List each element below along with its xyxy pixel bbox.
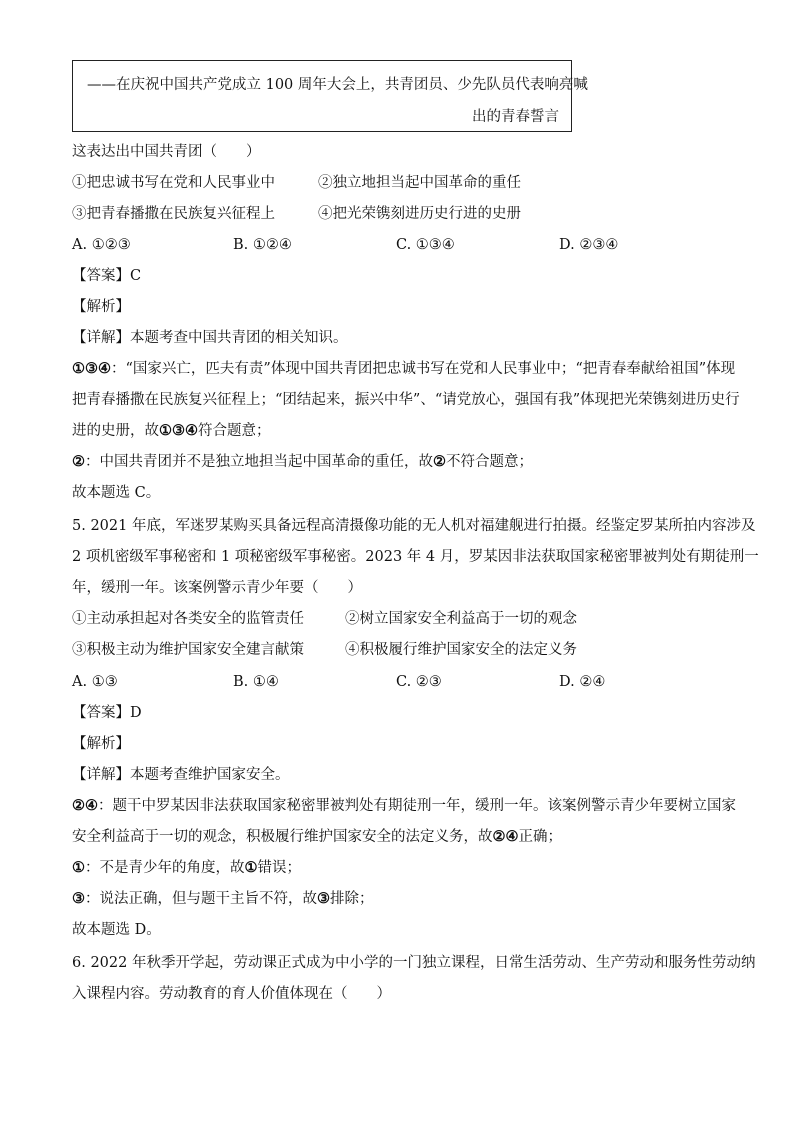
q4-stem: 这表达出中国共青团（ ） bbox=[72, 144, 261, 160]
q4-choice-a: A. ①②③ bbox=[72, 237, 131, 253]
q4-explanation-line-1 bbox=[72, 359, 735, 379]
q5-answer: 【答案】D bbox=[72, 705, 142, 721]
q4-option-2: ②独立地担当起中国革命的重任 bbox=[318, 175, 521, 191]
q5-choice-b: B. ①④ bbox=[233, 674, 279, 690]
q4-exp2-mark: ② bbox=[433, 453, 446, 470]
q5-option-4: ④积极履行维护国家安全的法定义务 bbox=[345, 642, 577, 658]
q4-exp2-lead: ② bbox=[72, 453, 85, 470]
quote-line-2: 出的青春誓言 bbox=[472, 109, 559, 125]
q5-exp2-post: 错误； bbox=[257, 860, 301, 876]
quote-line-1: ——在庆祝中国共产党成立 100 周年大会上，共青团员、少先队员代表响亮喊 bbox=[87, 77, 588, 93]
q4-exp2-pre: ：中国共青团并不是独立地担当起中国革命的重任，故 bbox=[85, 454, 433, 470]
q5-detail: 【详解】本题考查维护国家安全。 bbox=[72, 767, 290, 783]
q4-option-4: ④把光荣镌刻进历史行进的史册 bbox=[318, 206, 521, 222]
q5-explanation-line-1 bbox=[72, 796, 736, 816]
q4-analysis-label: 【解析】 bbox=[72, 299, 130, 315]
q5-exp1-lead: ②④ bbox=[72, 797, 98, 814]
q4-exp1c-pre: 进的史册，故 bbox=[72, 423, 159, 439]
q5-stem-line-3: 年，缓刑一年。该案例警示青少年要（ ） bbox=[72, 580, 362, 596]
q5-choice-c: C. ②③ bbox=[396, 674, 442, 690]
q4-choice-d: D. ②③④ bbox=[559, 237, 619, 253]
q4-option-1: ①把忠诚书写在党和人民事业中 bbox=[72, 175, 275, 191]
q4-choice-b: B. ①②④ bbox=[233, 237, 292, 253]
q5-choice-a: A. ①③ bbox=[72, 674, 118, 690]
q5-explanation-line-4 bbox=[72, 889, 374, 909]
q4-choice-c: C. ①③④ bbox=[396, 237, 455, 253]
q4-exp1c-mark: ①③④ bbox=[159, 422, 198, 439]
q5-option-1: ①主动承担起对各类安全的监管责任 bbox=[72, 611, 304, 627]
q5-analysis-label: 【解析】 bbox=[72, 736, 130, 752]
q4-option-3: ③把青春播撒在民族复兴征程上 bbox=[72, 206, 275, 222]
q5-explanation-line-3 bbox=[72, 858, 301, 878]
q4-conclusion: 故本题选 C。 bbox=[72, 485, 161, 501]
q5-exp2-mark: ① bbox=[244, 859, 258, 876]
q5-stem-line-2: 2 项机密级军事秘密和 1 项秘密级军事秘密。2023 年 4 月，罗某因非法获取国家秘密罪被判处有期徒刑一 bbox=[72, 549, 759, 565]
q5-exp2-pre: ：不是青少年的角度，故 bbox=[85, 860, 245, 876]
q5-stem-line-1: 5. 2021 年底，军迷罗某购买具备远程高清摄像功能的无人机对福建舰进行拍摄。经鉴定罗某所拍内容涉及 bbox=[72, 518, 756, 534]
q4-detail: 【详解】本题考查中国共青团的相关知识。 bbox=[72, 330, 348, 346]
q4-explanation-line-3 bbox=[72, 421, 271, 441]
q5-choice-d: D. ②④ bbox=[559, 674, 606, 690]
q5-exp1-text: ：题干中罗某因非法获取国家秘密罪被判处有期徒刑一年，缓刑一年。该案例警示青少年要树立国家 bbox=[98, 798, 736, 814]
q5-exp3-post: 排除； bbox=[330, 891, 374, 907]
q4-explanation-line-4 bbox=[72, 452, 533, 472]
q6-stem-line-1: 6. 2022 年秋季开学起，劳动课正式成为中小学的一门独立课程，日常生活劳动、生产劳动和服务性劳动纳 bbox=[72, 955, 756, 971]
q5-exp1b-post: 正确； bbox=[518, 829, 562, 845]
q5-exp1b-mark: ②④ bbox=[492, 828, 519, 845]
q5-conclusion: 故本题选 D。 bbox=[72, 922, 161, 938]
q5-option-2: ②树立国家安全利益高于一切的观念 bbox=[345, 611, 577, 627]
q6-stem-line-2: 入课程内容。劳动教育的育人价值体现在（ ） bbox=[72, 986, 391, 1002]
q5-exp3-mark: ③ bbox=[317, 890, 330, 907]
q4-answer: 【答案】C bbox=[72, 268, 142, 284]
q4-exp2-post: 不符合题意； bbox=[446, 454, 533, 470]
q5-exp3-pre: ：说法正确，但与题干主旨不符，故 bbox=[85, 891, 317, 907]
q5-exp3-lead: ③ bbox=[72, 890, 85, 907]
quote-box bbox=[72, 60, 588, 132]
q4-exp1c-post: 符合题意； bbox=[198, 423, 271, 439]
q4-exp1-text: ：“国家兴亡，匹夫有责”体现中国共青团把忠诚书写在党和人民事业中；“把青春奉献给祖国”体现 bbox=[111, 361, 736, 377]
q5-exp2-lead: ① bbox=[72, 859, 85, 876]
q4-explanation-line-2: 把青春播撒在民族复兴征程上；“团结起来，振兴中华”、“请党放心，强国有我”体现把光荣镌刻进历史行 bbox=[72, 392, 740, 408]
q5-exp1b-pre: 安全利益高于一切的观念，积极履行维护国家安全的法定义务，故 bbox=[72, 829, 493, 845]
q5-explanation-line-2 bbox=[72, 827, 562, 847]
q4-exp1-lead: ①③④ bbox=[72, 360, 111, 377]
q5-option-3: ③积极主动为维护国家安全建言献策 bbox=[72, 642, 304, 658]
